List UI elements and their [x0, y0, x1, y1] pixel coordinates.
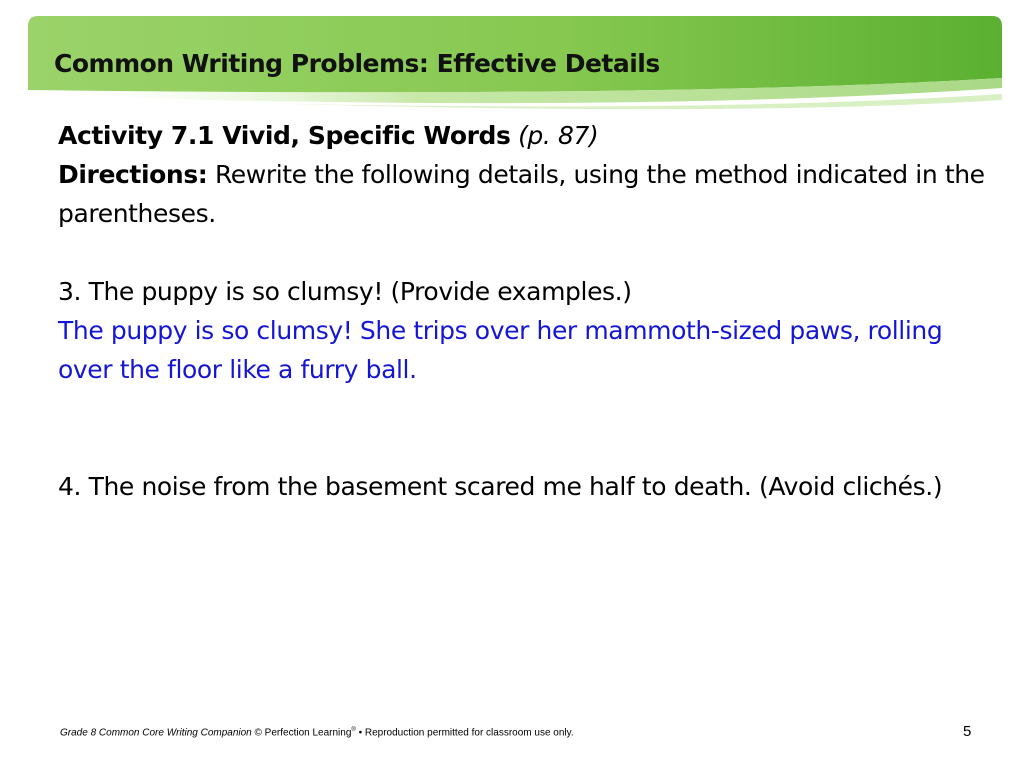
item-3-answer: The puppy is so clumsy! She trips over her mammoth-sized paws, rolling over the floor like a furry ball. — [58, 316, 943, 384]
book-title: Grade 8 Common Core Writing Companion — [60, 727, 252, 739]
directions-label: Directions: — [58, 160, 208, 189]
activity-heading: Activity 7.1 Vivid, Specific Words — [58, 121, 511, 150]
copyright: © Perfection Learning — [251, 727, 352, 739]
directions-text: Rewrite the following details, using the method indicated in the parentheses. — [58, 160, 985, 228]
item-4-prompt: 4. The noise from the basement scared me half to death. (Avoid clichés.) — [58, 472, 943, 501]
page-number: 5 — [963, 723, 972, 740]
reproduction-notice: • Reproduction permitted for classroom use only. — [355, 727, 574, 739]
item-3-prompt: 3. The puppy is so clumsy! (Provide examples.) — [58, 277, 632, 306]
page-reference: (p. 87) — [518, 121, 599, 150]
registered-mark: ® — [351, 727, 356, 733]
slide-body — [58, 116, 988, 506]
slide-title: Common Writing Problems: Effective Details — [54, 49, 660, 78]
title-banner — [28, 16, 1002, 111]
footer-credit — [60, 727, 574, 738]
activity-heading-line — [58, 116, 988, 155]
directions — [58, 155, 988, 233]
